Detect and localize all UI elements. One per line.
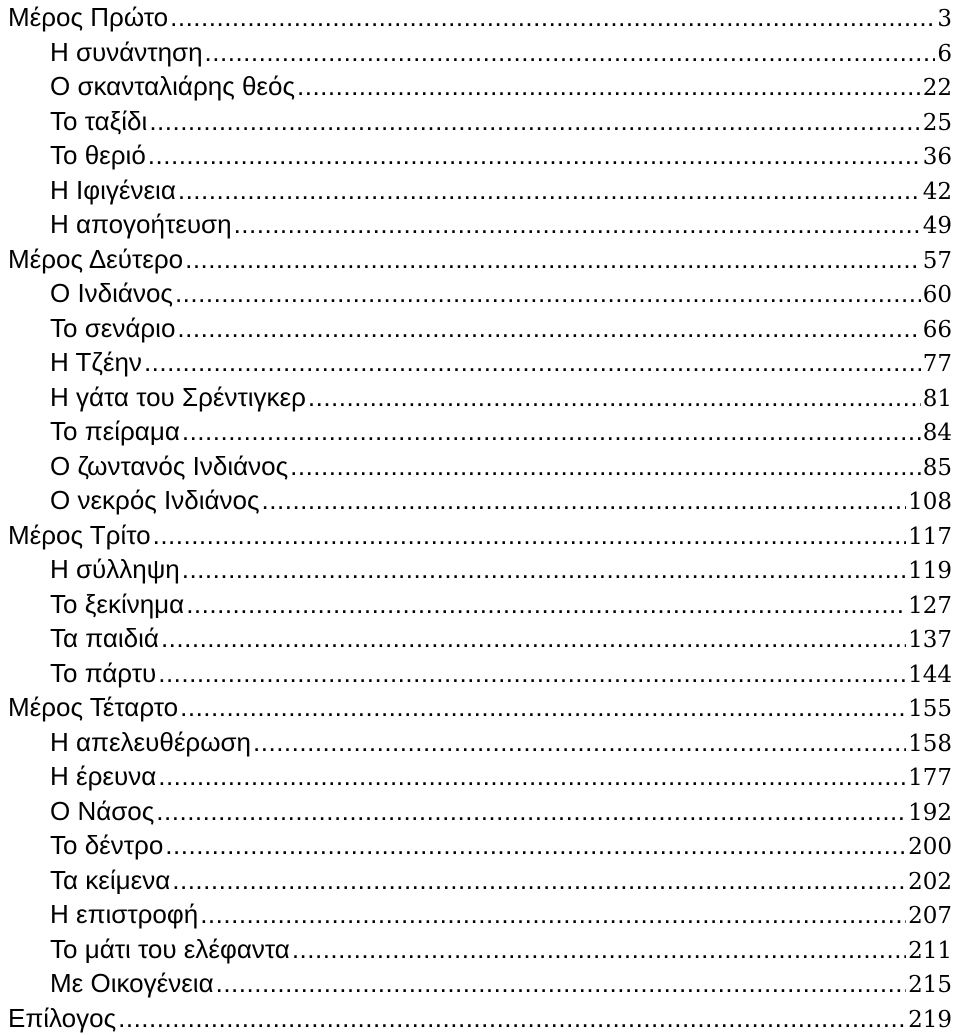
- dot-leader: [186, 587, 906, 622]
- toc-entry-page-number: 85: [923, 451, 952, 484]
- dot-leader: [308, 380, 921, 415]
- toc-entry-page-number: 36: [923, 140, 952, 173]
- dot-leader: [158, 759, 906, 794]
- toc-entry-page-number: 60: [923, 278, 952, 311]
- toc-entry-title: Η απογοήτευση: [50, 207, 232, 242]
- dot-leader: [177, 311, 920, 346]
- dot-leader: [175, 276, 921, 311]
- toc-entry-title: Μέρος Πρώτο: [8, 0, 168, 35]
- toc-entry-page-number: 6: [937, 37, 952, 70]
- dot-leader: [180, 690, 906, 725]
- dot-leader: [185, 242, 921, 277]
- toc-chapter-entry: [0, 449, 960, 484]
- toc-entry-page-number: 84: [923, 416, 952, 449]
- toc-entry-page-number: 211: [908, 934, 952, 967]
- dot-leader: [149, 104, 920, 139]
- toc-chapter-entry: [0, 966, 960, 1001]
- toc-entry-title: Η Τζέην: [50, 345, 142, 380]
- toc-entry-title: Με Οικογένεια: [50, 966, 214, 1001]
- toc-part-entry: [0, 0, 960, 35]
- toc-chapter-entry: [0, 173, 960, 208]
- dot-leader: [290, 449, 921, 484]
- dot-leader: [182, 414, 921, 449]
- toc-entry-page-number: 77: [923, 347, 952, 380]
- toc-chapter-entry: [0, 104, 960, 139]
- toc-entry-page-number: 137: [908, 623, 952, 656]
- toc-entry-page-number: 119: [908, 554, 952, 587]
- toc-chapter-entry: [0, 414, 960, 449]
- toc-part-entry: [0, 518, 960, 553]
- toc-chapter-entry: [0, 138, 960, 173]
- toc-entry-page-number: 66: [923, 313, 952, 346]
- toc-chapter-entry: [0, 828, 960, 863]
- toc-chapter-entry: [0, 276, 960, 311]
- toc-chapter-entry: [0, 621, 960, 656]
- dot-leader: [161, 621, 906, 656]
- toc-entry-page-number: 49: [923, 209, 952, 242]
- toc-chapter-entry: [0, 863, 960, 898]
- toc-entry-page-number: 200: [908, 830, 952, 863]
- toc-entry-page-number: 127: [908, 589, 952, 622]
- toc-entry-title: Το πείραμα: [50, 414, 180, 449]
- dot-leader: [118, 1001, 906, 1035]
- dot-leader: [170, 0, 935, 35]
- toc-chapter-entry: [0, 35, 960, 70]
- toc-chapter-entry: [0, 656, 960, 691]
- dot-leader: [156, 794, 906, 829]
- toc-chapter-entry: [0, 552, 960, 587]
- toc-entry-page-number: 158: [908, 727, 952, 760]
- toc-entry-page-number: 215: [908, 968, 952, 1001]
- toc-part-entry: [0, 242, 960, 277]
- toc-entry-page-number: 117: [908, 520, 952, 553]
- toc-chapter-entry: [0, 380, 960, 415]
- toc-chapter-entry: [0, 345, 960, 380]
- toc-entry-page-number: 25: [923, 106, 952, 139]
- toc-entry-page-number: 22: [923, 71, 952, 104]
- dot-leader: [178, 173, 921, 208]
- toc-chapter-entry: [0, 759, 960, 794]
- toc-chapter-entry: [0, 897, 960, 932]
- toc-entry-page-number: 3: [937, 2, 952, 35]
- toc-part-entry: [0, 1001, 960, 1035]
- toc-chapter-entry: [0, 587, 960, 622]
- toc-entry-title: Το πάρτυ: [50, 656, 156, 691]
- toc-entry-page-number: 177: [908, 761, 952, 794]
- toc-entry-page-number: 57: [923, 244, 952, 277]
- toc-entry-title: Η έρευνα: [50, 759, 156, 794]
- toc-entry-title: Η Ιφιγένεια: [50, 173, 176, 208]
- dot-leader: [172, 863, 906, 898]
- toc-entry-page-number: 144: [908, 658, 952, 691]
- toc-entry-title: Το δέντρο: [50, 828, 163, 863]
- toc-entry-title: Η επιστροφή: [50, 897, 198, 932]
- toc-chapter-entry: [0, 69, 960, 104]
- toc-entry-title: Μέρος Τρίτο: [8, 518, 151, 553]
- toc-entry-title: Επίλογος: [8, 1001, 116, 1035]
- dot-leader: [148, 138, 921, 173]
- dot-leader: [216, 966, 906, 1001]
- dot-leader: [158, 656, 906, 691]
- dot-leader: [297, 69, 921, 104]
- toc-entry-title: Τα κείμενα: [50, 863, 170, 898]
- toc-entry-title: Η σύλληψη: [50, 552, 180, 587]
- toc-entry-page-number: 81: [923, 382, 952, 415]
- toc-entry-title: Μέρος Δεύτερο: [8, 242, 183, 277]
- toc-chapter-entry: [0, 794, 960, 829]
- toc-entry-page-number: 42: [923, 175, 952, 208]
- toc-entry-title: Το ταξίδι: [50, 104, 147, 139]
- dot-leader: [253, 725, 906, 760]
- toc-chapter-entry: [0, 311, 960, 346]
- toc-entry-title: Η γάτα του Σρέντιγκερ: [50, 380, 306, 415]
- dot-leader: [205, 35, 936, 70]
- toc-entry-title: Τα παιδιά: [50, 621, 159, 656]
- toc-entry-page-number: 207: [908, 899, 952, 932]
- toc-entry-title: Το σενάριο: [50, 311, 175, 346]
- dot-leader: [165, 828, 906, 863]
- toc-entry-title: Μέρος Τέταρτο: [8, 690, 178, 725]
- dot-leader: [262, 483, 907, 518]
- toc-entry-title: Η συνάντηση: [50, 35, 203, 70]
- toc-entry-title: Το θεριό: [50, 138, 146, 173]
- toc-entry-page-number: 202: [908, 865, 952, 898]
- toc-chapter-entry: [0, 207, 960, 242]
- toc-entry-title: Ο ζωντανός Ινδιάνος: [50, 449, 288, 484]
- toc-entry-page-number: 192: [908, 796, 952, 829]
- dot-leader: [153, 518, 907, 553]
- toc-entry-page-number: 108: [908, 485, 952, 518]
- dot-leader: [182, 552, 906, 587]
- toc-entry-page-number: 155: [908, 692, 952, 725]
- toc-entry-title: Ο νεκρός Ινδιάνος: [50, 483, 260, 518]
- toc-entry-page-number: 219: [908, 1003, 952, 1035]
- toc-entry-title: Το μάτι του ελέφαντα: [50, 932, 290, 967]
- dot-leader: [234, 207, 921, 242]
- toc-part-entry: [0, 690, 960, 725]
- dot-leader: [292, 932, 906, 967]
- toc-entry-title: Ο Νάσος: [50, 794, 154, 829]
- dot-leader: [144, 345, 921, 380]
- toc-chapter-entry: [0, 932, 960, 967]
- toc-entry-title: Το ξεκίνημα: [50, 587, 184, 622]
- dot-leader: [200, 897, 906, 932]
- toc-entry-title: Η απελευθέρωση: [50, 725, 251, 760]
- toc-entry-title: Ο Ινδιάνος: [50, 276, 173, 311]
- toc-chapter-entry: [0, 483, 960, 518]
- toc-chapter-entry: [0, 725, 960, 760]
- toc-entry-title: Ο σκανταλιάρης θεός: [50, 69, 295, 104]
